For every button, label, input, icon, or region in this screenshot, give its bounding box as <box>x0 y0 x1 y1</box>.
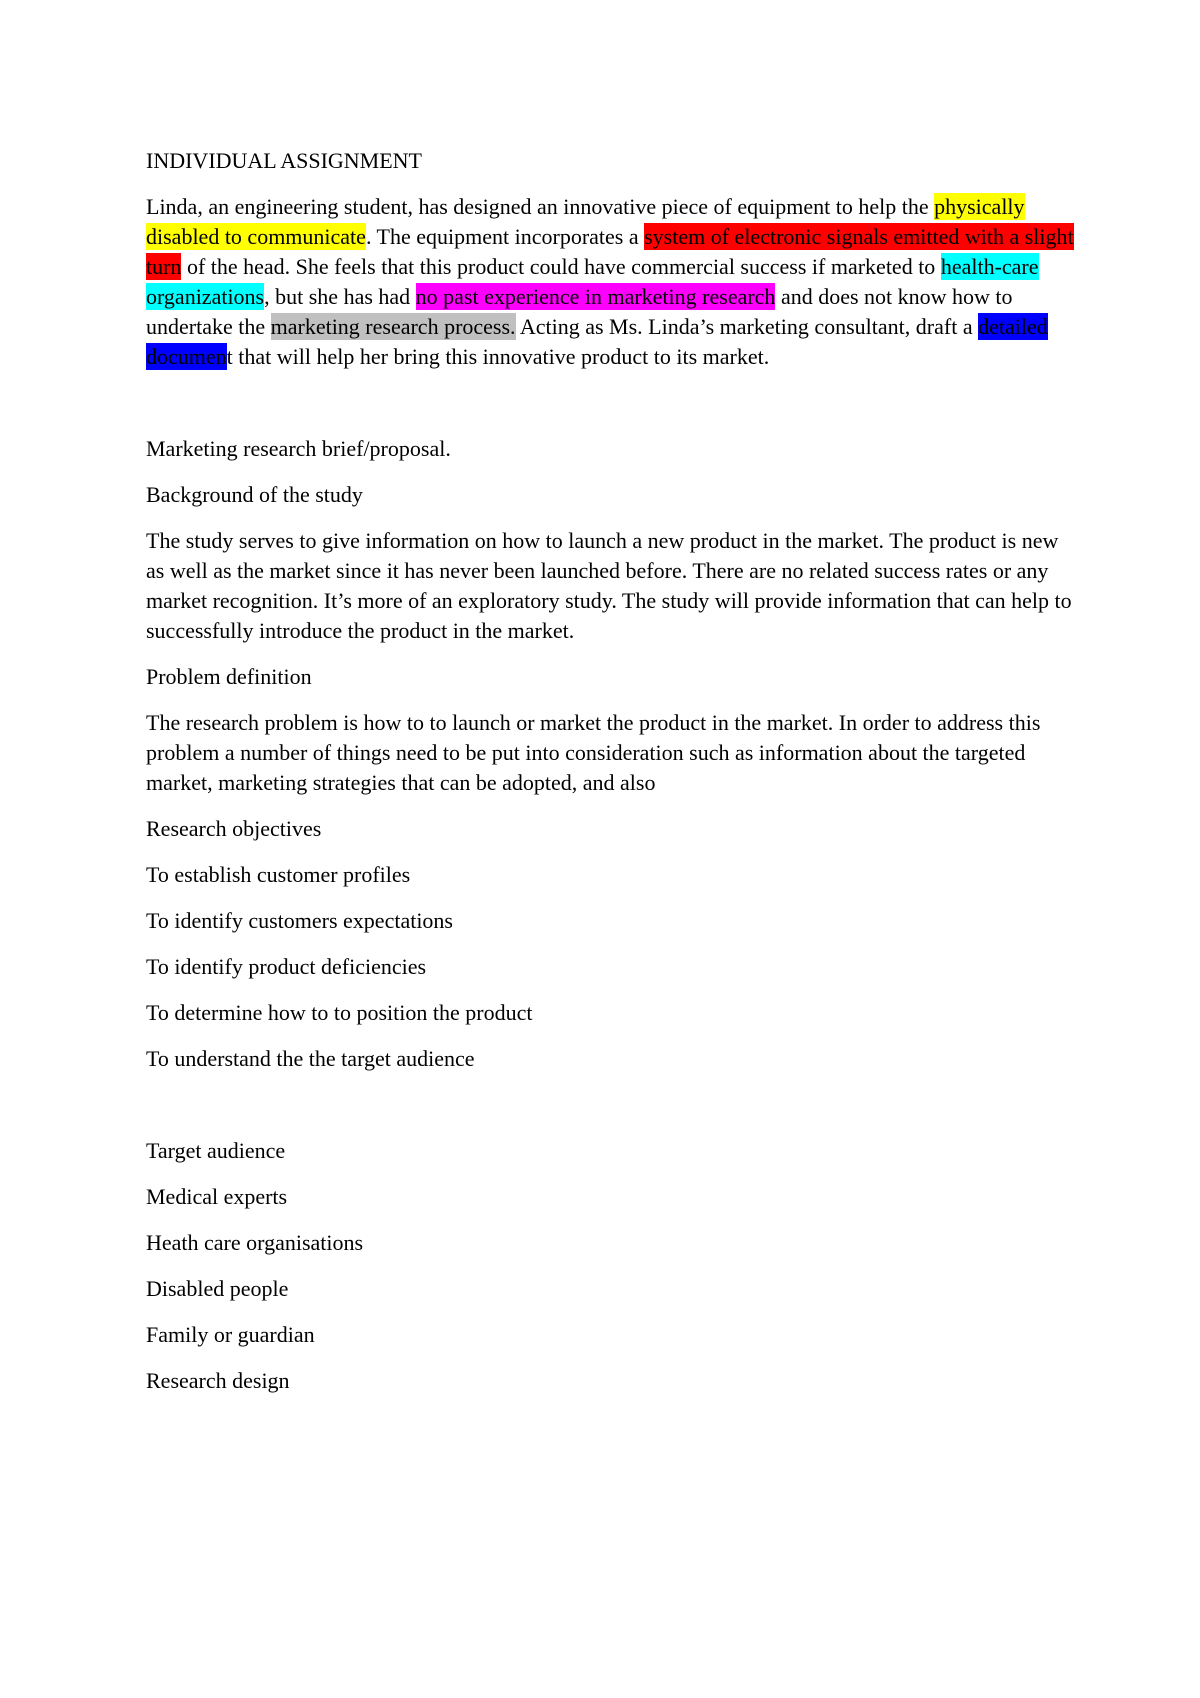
document-body <box>146 146 1076 1412</box>
highlight-yellow: physically disabled to communicate <box>146 194 1025 249</box>
spacer <box>146 1090 1076 1136</box>
intro-text-7: t that will help her bring this innovative product to its market. <box>226 344 770 369</box>
intro-text-3: of the head. She feels that this product could have commercial success if marketed to <box>181 254 941 279</box>
intro-text-1: Linda, an engineering student, has designed an innovative piece of equipment to help the <box>146 194 935 219</box>
highlight-magenta: no past experience in marketing research <box>415 284 776 309</box>
audience-item: Family or guardian <box>146 1322 315 1347</box>
intro-text-6: Acting as Ms. Linda’s marketing consultant, draft a <box>515 314 979 339</box>
objective-item: To identify product deficiencies <box>146 954 427 979</box>
objective-item: To establish customer profiles <box>146 862 411 887</box>
background-heading: Background of the study <box>146 482 363 507</box>
design-heading: Research design <box>146 1368 290 1393</box>
audience-item: Medical experts <box>146 1184 288 1209</box>
audience-item: Heath care organisations <box>146 1230 364 1255</box>
document-title: INDIVIDUAL ASSIGNMENT <box>146 148 422 173</box>
background-paragraph: The study serves to give information on how to launch a new product in the market. The product is new as well as the market since it has never been launched before. There are no related success rates or any market recognition. It’s more of an exploratory study. The study will provide information that can help to successfully introduce the product in the market. <box>146 528 1072 643</box>
intro-text-2: . The equipment incorporates a <box>365 224 645 249</box>
objective-item: To identify customers expectations <box>146 908 453 933</box>
objective-item: To determine how to to position the product <box>146 1000 533 1025</box>
intro-paragraph <box>146 192 1076 372</box>
audience-item: Disabled people <box>146 1276 289 1301</box>
highlight-cyan: health-care organizations <box>146 254 1039 309</box>
highlight-red: system of electronic signals emitted with a slight turn <box>146 224 1074 279</box>
brief-heading: Marketing research brief/proposal. <box>146 436 451 461</box>
highlight-blue: detailed documen <box>146 314 1048 369</box>
problem-paragraph: The research problem is how to to launch or market the product in the market. In order to address this problem a number of things need to be put into consideration such as information about the targeted market, marketing strategies that can be adopted, and also <box>146 710 1041 795</box>
objective-item: To understand the the target audience <box>146 1046 475 1071</box>
problem-heading: Problem definition <box>146 664 312 689</box>
audience-heading: Target audience <box>146 1138 286 1163</box>
objectives-heading: Research objectives <box>146 816 322 841</box>
intro-text-4: , but she has had <box>264 284 416 309</box>
intro-text-5: and does not know how to undertake the <box>146 284 1013 339</box>
spacer <box>146 388 1076 434</box>
highlight-gray: marketing research process. <box>270 314 516 339</box>
